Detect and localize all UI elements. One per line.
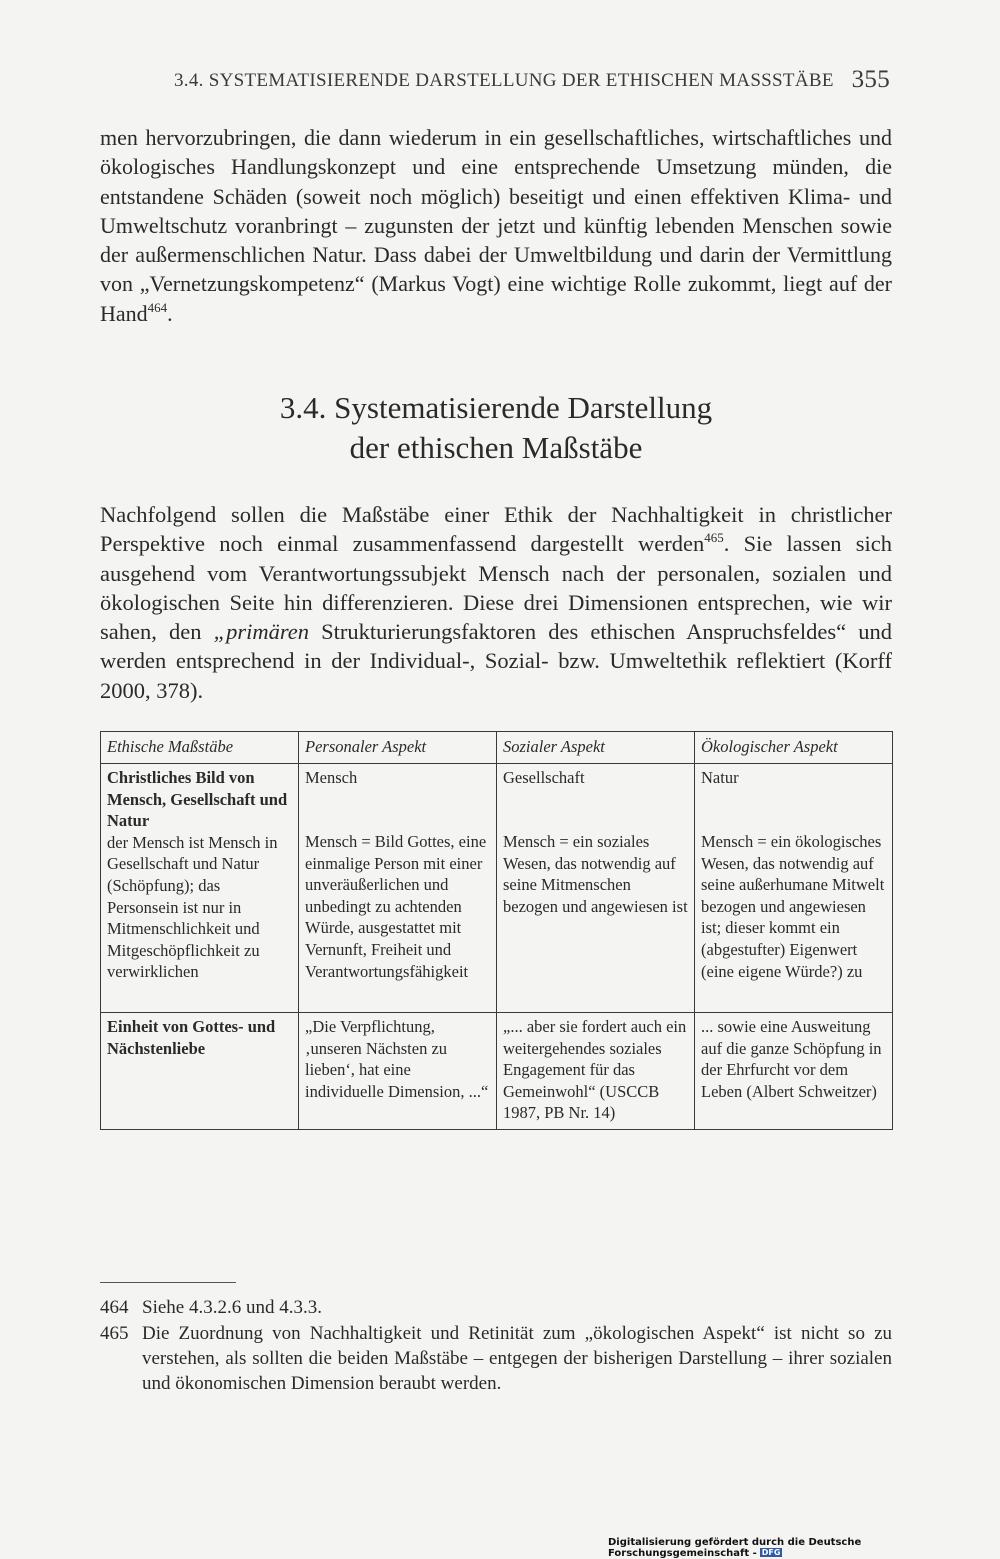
table-cell <box>497 764 695 1013</box>
table-cell <box>299 764 497 1013</box>
row-label: Christliches Bild von Mensch, Gesellschaft und Natur <box>107 768 288 831</box>
section-heading <box>100 388 892 468</box>
ethics-table <box>100 731 893 1130</box>
table-cell <box>695 764 893 1013</box>
table-header: Sozialer Aspekt <box>497 732 695 764</box>
cell-heading: Natur <box>701 768 739 787</box>
footnotes <box>100 1295 892 1397</box>
page-number: 355 <box>851 66 890 93</box>
table-cell: „Die Verpflichtung, ‚unseren Nächsten zu lieben‘, hat eine individuelle Dimension, ...“ <box>299 1013 497 1130</box>
funding-notice-text: Digitalisierung gefördert durch die Deutsche Forschungsgemeinschaft - <box>608 1537 862 1559</box>
table-row <box>101 1013 893 1130</box>
cell-text: Mensch = ein soziales Wesen, das notwendig auf seine Mitmenschen bezogen und angewiesen ist <box>503 832 688 916</box>
body-paragraph <box>100 500 892 705</box>
cell-text: Mensch = Bild Gottes, eine einmalige Person mit einer unveräußerlichen und unbedingt zu achtenden Würde, ausgestattet mit Vernunft, Freiheit und Verantwortungsfähigkeit <box>305 832 487 981</box>
body-part2: . Sie lassen sich ausgehend vom Verantwortungssubjekt Mensch nach der personalen, sozialen und ökologischen Seite hin differenzieren. Diese drei Dimensionen entsprechen, wie wir sahen, den <box>100 531 893 645</box>
table-cell: „... aber sie fordert auch ein weitergehendes soziales Engagement für das Gemeinwohl“ (USCCB 1987, PB Nr. 14) <box>497 1013 695 1130</box>
row-label: Einheit von Gottes- und Nächstenliebe <box>107 1017 276 1058</box>
cell-heading: Gesellschaft <box>503 768 585 787</box>
table-header-row <box>101 732 893 764</box>
table-header: Ethische Maßstäbe <box>101 732 299 764</box>
body-part3: Strukturierungsfaktoren des ethischen Anspruchsfeldes“ und werden entsprechend in der Individual-, Sozial- bzw. Umweltethik reflektiert (Korff 2000, 378). <box>100 619 893 703</box>
body-emphasis: „primären <box>213 619 310 645</box>
section-heading-line1: 3.4. Systematisierende Darstellung <box>279 390 713 425</box>
intro-end: . <box>167 300 173 326</box>
footnote-text: Siehe 4.3.2.6 und 4.3.3. <box>142 1297 322 1318</box>
funding-notice <box>608 1537 1000 1559</box>
cell-text: Mensch = ein ökologisches Wesen, das notwendig auf seine außerhumane Mitwelt bezogen und angewiesen ist; dieser kommt ein (abgestufter) Eigenwert (eine eigene Würde?) zu <box>701 832 885 981</box>
table-cell <box>101 1013 299 1130</box>
body-part1: Nachfolgend sollen die Maßstäbe einer Ethik der Nachhaltigkeit in christlicher Perspektive noch einmal zusammenfassend dargestellt werden <box>100 502 892 557</box>
table-cell: ... sowie eine Ausweitung auf die ganze Schöpfung in der Ehrfurcht vor dem Leben (Albert Schweitzer) <box>695 1013 893 1130</box>
footnote-number: 465 <box>100 1323 129 1344</box>
running-head-title: 3.4. SYSTEMATISIERENDE DARSTELLUNG DER ETHISCHEN MASSSTÄBE <box>174 70 834 91</box>
footnote-text: Die Zuordnung von Nachhaltigkeit und Retinität zum „ökologischen Aspekt“ ist nicht so zu verstehen, als sollten die beiden Maßstäbe – entgegen der bisherigen Darstellung – ihrer sozialen und ökonomischen Dimension beraubt werden. <box>142 1323 892 1394</box>
footnote-464 <box>100 1295 892 1320</box>
table-row <box>101 764 893 1013</box>
footnote-number: 464 <box>100 1297 129 1318</box>
footnote-ref-464[interactable]: 464 <box>147 299 168 315</box>
row-label-description: der Mensch ist Mensch in Gesellschaft und Natur (Schöpfung); das Personsein ist nur in Mitmenschlichkeit und Mitgeschöpflichkeit zu verwirklichen <box>107 832 278 982</box>
intro-text: men hervorzubringen, die dann wiederum in ein gesellschaftliches, wirtschaftliches und ökologisches Handlungskonzept und eine entsprechende Umsetzung münden, die entstandene Schäden (soweit noch möglich) beseitigt und einen effektiven Klima- und Umweltschutz voranbringt – zugunsten der jetzt und künftig lebenden Menschen sowie der außermenschlichen Natur. Dass dabei der Umweltbildung und darin der Vermittlung von „Vernetzungskompetenz“ (Markus Vogt) eine wichtige Rolle zukommt, liegt auf der Hand <box>100 125 892 326</box>
footnote-465 <box>100 1321 892 1396</box>
table-cell <box>101 764 299 1013</box>
section-heading-line2: der ethischen Maßstäbe <box>349 430 643 465</box>
footnote-ref-465[interactable]: 465 <box>704 530 724 546</box>
cell-heading: Mensch <box>305 768 358 787</box>
table-header: Ökologischer Aspekt <box>695 732 893 764</box>
table-header: Personaler Aspekt <box>299 732 497 764</box>
dfg-logo: DFG <box>761 1548 781 1557</box>
intro-paragraph <box>100 123 892 328</box>
footnote-divider <box>100 1282 236 1283</box>
